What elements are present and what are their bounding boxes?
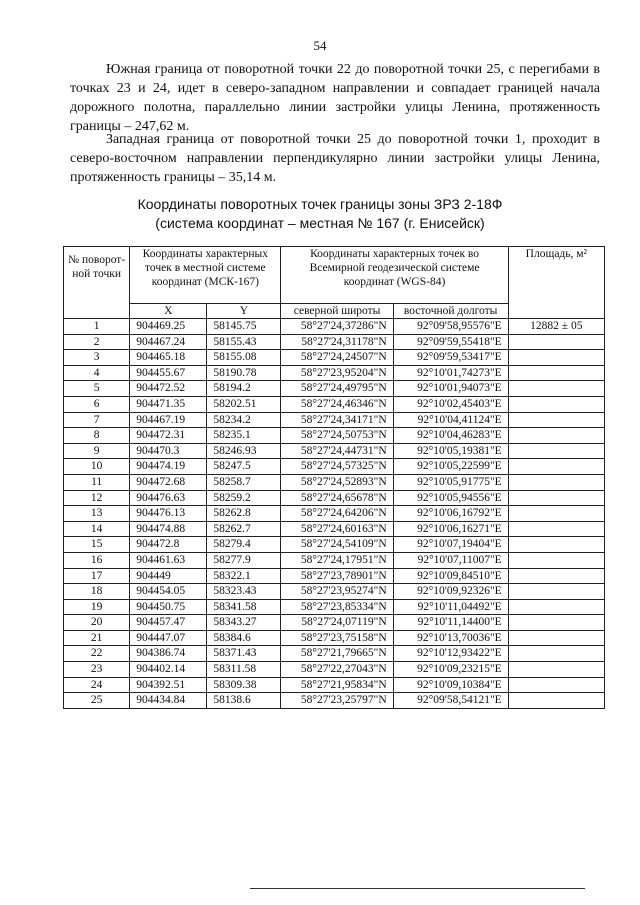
cell-point-number: 10 [64,459,130,475]
cell-longitude: 92°10'06,16271"E [393,521,508,537]
header-area: Площадь, м² [508,247,604,319]
cell-area: 12882 ± 05 [508,319,604,335]
cell-longitude: 92°10'11,04492"E [393,599,508,615]
table-row [64,365,605,381]
cell-x: 904467.19 [130,412,207,428]
cell-y: 58155.08 [207,350,281,366]
cell-y: 58279.4 [207,537,281,553]
cell-longitude: 92°10'09,23215"E [393,662,508,678]
cell-latitude: 58°27'24,34171"N [281,412,393,428]
cell-longitude: 92°09'58,54121"E [393,693,508,709]
cell-point-number: 2 [64,334,130,350]
cell-point-number: 25 [64,693,130,709]
table-row [64,428,605,444]
cell-longitude: 92°09'59,53417"E [393,350,508,366]
cell-longitude: 92°10'02,45403"E [393,396,508,412]
cell-latitude: 58°27'24,17951"N [281,552,393,568]
cell-longitude: 92°10'09,92326"E [393,584,508,600]
cell-point-number: 22 [64,646,130,662]
cell-point-number: 17 [64,568,130,584]
cell-point-number: 7 [64,412,130,428]
table-row [64,584,605,600]
cell-latitude: 58°27'23,25797"N [281,693,393,709]
table-row [64,459,605,475]
cell-x: 904471.35 [130,396,207,412]
cell-x: 904476.63 [130,490,207,506]
cell-x: 904476.13 [130,506,207,522]
cell-latitude: 58°27'21,79665"N [281,646,393,662]
cell-x: 904447.07 [130,630,207,646]
cell-area [508,490,604,506]
table-row [64,568,605,584]
cell-y: 58155.43 [207,334,281,350]
table-row [64,521,605,537]
cell-latitude: 58°27'24,60163"N [281,521,393,537]
cell-x: 904454.05 [130,584,207,600]
cell-y: 58341.58 [207,599,281,615]
cell-x: 904392.51 [130,677,207,693]
cell-y: 58309.38 [207,677,281,693]
cell-y: 58262.8 [207,506,281,522]
cell-latitude: 58°27'24,46346"N [281,396,393,412]
cell-x: 904469.25 [130,319,207,335]
cell-latitude: 58°27'24,24507"N [281,350,393,366]
cell-point-number: 21 [64,630,130,646]
cell-longitude: 92°10'05,94556"E [393,490,508,506]
cell-latitude: 58°27'23,85334"N [281,599,393,615]
table-title-line2: (система координат – местная № 167 (г. Енисейск) [155,215,485,231]
cell-latitude: 58°27'24,64206"N [281,506,393,522]
page-number: 54 [313,38,327,53]
cell-point-number: 3 [64,350,130,366]
cell-x: 904465.18 [130,350,207,366]
cell-area [508,412,604,428]
cell-x: 904434.84 [130,693,207,709]
cell-longitude: 92°10'09,10384"E [393,677,508,693]
cell-latitude: 58°27'23,95204"N [281,365,393,381]
cell-y: 58322.1 [207,568,281,584]
cell-point-number: 11 [64,474,130,490]
cell-point-number: 14 [64,521,130,537]
header-x: X [130,304,207,319]
cell-area [508,630,604,646]
cell-point-number: 8 [64,428,130,444]
cell-x: 904402.14 [130,662,207,678]
cell-longitude: 92°10'05,22599"E [393,459,508,475]
cell-longitude: 92°10'09,84510"E [393,568,508,584]
cell-point-number: 16 [64,552,130,568]
cell-area [508,459,604,475]
cell-latitude: 58°27'24,49795"N [281,381,393,397]
cell-latitude: 58°27'24,50753"N [281,428,393,444]
cell-point-number: 18 [64,584,130,600]
cell-longitude: 92°10'07,19404"E [393,537,508,553]
cell-x: 904450.75 [130,599,207,615]
cell-x: 904455.67 [130,365,207,381]
table-row [64,646,605,662]
cell-area [508,615,604,631]
cell-area [508,506,604,522]
cell-x: 904457.47 [130,615,207,631]
cell-y: 58190.78 [207,365,281,381]
cell-x: 904472.31 [130,428,207,444]
cell-longitude: 92°10'13,70036"E [393,630,508,646]
table-row [64,490,605,506]
cell-point-number: 4 [64,365,130,381]
header-longitude: восточной долготы [393,304,508,319]
cell-longitude: 92°10'04,41124"E [393,412,508,428]
cell-x: 904472.8 [130,537,207,553]
cell-latitude: 58°27'24,31178"N [281,334,393,350]
table-row [64,630,605,646]
cell-y: 58194.2 [207,381,281,397]
cell-area [508,521,604,537]
cell-y: 58258.7 [207,474,281,490]
table-row [64,677,605,693]
cell-y: 58247.5 [207,459,281,475]
cell-longitude: 92°10'07,11007"E [393,552,508,568]
cell-y: 58138.6 [207,693,281,709]
table-row [64,350,605,366]
cell-area [508,646,604,662]
cell-x: 904470.3 [130,443,207,459]
cell-latitude: 58°27'22,27043"N [281,662,393,678]
table-row [64,599,605,615]
cell-area [508,443,604,459]
table-row [64,615,605,631]
paragraph-south-boundary: Южная граница от поворотной точки 22 до поворотной точки 25, с перегибами в точках 23 и 24, идет в северо-западном направлении и совпадает границей начала дорожного полотна, параллельно линии застройки улицы Ленина, протяженность границы – 247,62 м. [70,62,600,134]
cell-x: 904467.24 [130,334,207,350]
cell-longitude: 92°10'12,93422"E [393,646,508,662]
cell-point-number: 13 [64,506,130,522]
cell-latitude: 58°27'24,44731"N [281,443,393,459]
cell-point-number: 1 [64,319,130,335]
cell-y: 58343.27 [207,615,281,631]
cell-point-number: 24 [64,677,130,693]
cell-point-number: 6 [64,396,130,412]
cell-area [508,428,604,444]
cell-point-number: 20 [64,615,130,631]
cell-longitude: 92°10'01,94073"E [393,381,508,397]
table-title-line1: Координаты поворотных точек границы зоны ЗРЗ 2-18Ф [137,196,503,212]
cell-point-number: 9 [64,443,130,459]
cell-latitude: 58°27'24,57325"N [281,459,393,475]
cell-y: 58384.6 [207,630,281,646]
cell-latitude: 58°27'24,07119"N [281,615,393,631]
cell-latitude: 58°27'24,52893"N [281,474,393,490]
cell-latitude: 58°27'24,54109"N [281,537,393,553]
cell-y: 58234.2 [207,412,281,428]
cell-y: 58311.58 [207,662,281,678]
table-row [64,474,605,490]
header-y: Y [207,304,281,319]
table-row [64,443,605,459]
table-row [64,506,605,522]
paragraph-west-boundary: Западная граница от поворотной точки 25 до поворотной точки 1, проходит в северо-восточном направлении перпендикулярно линии застройки улицы Ленина, протяженность границы – 35,14 м. [70,132,600,185]
cell-longitude: 92°10'04,46283"E [393,428,508,444]
cell-latitude: 58°27'23,78901"N [281,568,393,584]
table-title [0,195,640,233]
cell-y: 58246.93 [207,443,281,459]
table-row [64,693,605,709]
cell-latitude: 58°27'23,95274"N [281,584,393,600]
cell-area [508,396,604,412]
cell-longitude: 92°10'01,74273"E [393,365,508,381]
table-row [64,552,605,568]
cell-area [508,568,604,584]
cell-y: 58145.75 [207,319,281,335]
cell-latitude: 58°27'24,65678"N [281,490,393,506]
cell-area [508,662,604,678]
cell-point-number: 23 [64,662,130,678]
table-row [64,334,605,350]
cell-area [508,474,604,490]
cell-area [508,693,604,709]
cell-longitude: 92°10'11,14400"E [393,615,508,631]
cell-y: 58277.9 [207,552,281,568]
coordinates-table-body [64,319,605,709]
cell-area [508,599,604,615]
cell-point-number: 15 [64,537,130,553]
cell-y: 58262.7 [207,521,281,537]
cell-y: 58371.43 [207,646,281,662]
header-latitude: северной широты [281,304,393,319]
cell-x: 904474.88 [130,521,207,537]
cell-area [508,334,604,350]
cell-point-number: 12 [64,490,130,506]
cell-area [508,584,604,600]
header-wgs-coords: Координаты характерных точек во Всемирной геодезической системе координат (WGS-84) [281,247,508,304]
table-row [64,381,605,397]
header-local-coords: Координаты характерных точек в местной системе координат (МСК-167) [130,247,281,304]
cell-longitude: 92°09'58,95576"E [393,319,508,335]
cell-longitude: 92°09'59,55418"E [393,334,508,350]
table-row [64,412,605,428]
cell-y: 58323.43 [207,584,281,600]
cell-area [508,552,604,568]
bottom-rule [250,888,585,889]
table-row [64,396,605,412]
cell-x: 904472.68 [130,474,207,490]
table-row [64,537,605,553]
cell-y: 58235.1 [207,428,281,444]
cell-area [508,350,604,366]
cell-x: 904474.19 [130,459,207,475]
cell-point-number: 5 [64,381,130,397]
cell-longitude: 92°10'05,91775"E [393,474,508,490]
cell-latitude: 58°27'24,37286"N [281,319,393,335]
coordinates-table [63,246,605,709]
cell-x: 904461.63 [130,552,207,568]
header-point-number: № поворот-ной точки [64,247,130,319]
cell-area [508,677,604,693]
table-row [64,662,605,678]
cell-x: 904449 [130,568,207,584]
cell-latitude: 58°27'23,75158"N [281,630,393,646]
cell-point-number: 19 [64,599,130,615]
cell-x: 904386.74 [130,646,207,662]
cell-latitude: 58°27'21,95834"N [281,677,393,693]
cell-area [508,537,604,553]
cell-x: 904472.52 [130,381,207,397]
table-row [64,319,605,335]
cell-area [508,381,604,397]
cell-longitude: 92°10'05,19381"E [393,443,508,459]
cell-area [508,365,604,381]
cell-y: 58202.51 [207,396,281,412]
cell-y: 58259.2 [207,490,281,506]
cell-longitude: 92°10'06,16792"E [393,506,508,522]
